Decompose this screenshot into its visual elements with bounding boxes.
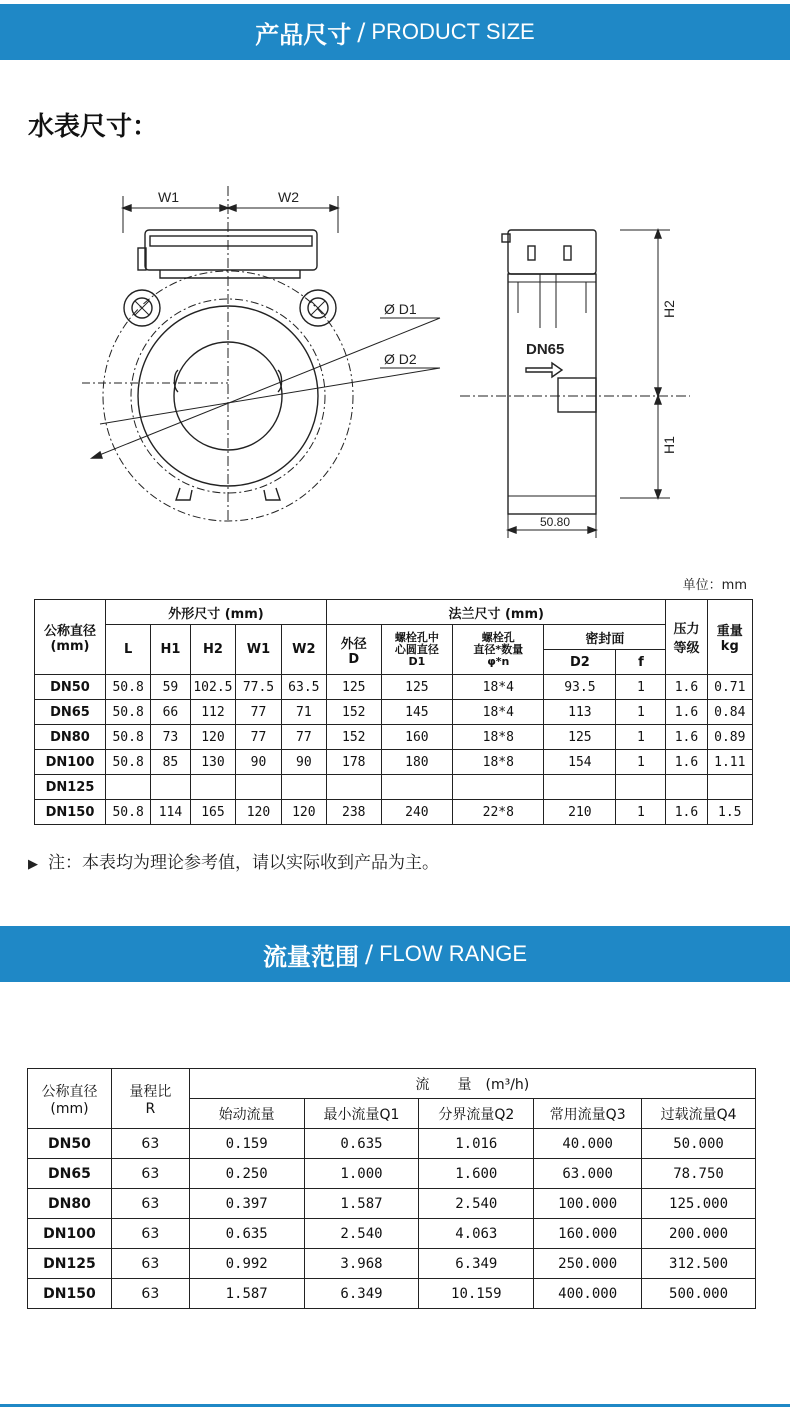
table-cell: 63 (111, 1279, 189, 1309)
table-cell: 102.5 (190, 675, 236, 700)
water-meter-drawing (0, 178, 790, 548)
flow-header-nominal-diameter: 公称直径 (mm) (28, 1069, 112, 1129)
table-cell: 0.89 (707, 725, 752, 750)
table-cell: 312.500 (642, 1249, 756, 1279)
table-cell: 1 (616, 700, 666, 725)
table-cell: 0.635 (304, 1129, 419, 1159)
table-cell: 1.587 (304, 1189, 419, 1219)
dim-w1-label: W1 (158, 189, 179, 205)
row-label-cell: DN150 (28, 1279, 112, 1309)
table-cell: 152 (327, 700, 382, 725)
flow-header-flow: 流 量 (m³/h) (189, 1069, 755, 1099)
row-label-cell: DN125 (28, 1249, 112, 1279)
table-cell: 63 (111, 1129, 189, 1159)
table-cell: 77 (236, 725, 281, 750)
table-cell: 113 (544, 700, 616, 725)
table-cell (707, 775, 752, 800)
table-cell: 66 (151, 700, 190, 725)
table-cell (281, 775, 326, 800)
table-cell: 240 (381, 800, 453, 825)
table-cell: 18*8 (453, 725, 544, 750)
table-cell (453, 775, 544, 800)
dim-d1-label: Ø D1 (384, 301, 417, 317)
table-row (35, 725, 753, 750)
table-cell: 1 (616, 725, 666, 750)
table-cell: 50.8 (105, 725, 150, 750)
table-cell: 77.5 (236, 675, 281, 700)
row-label-cell: DN150 (35, 800, 106, 825)
table-cell: 22*8 (453, 800, 544, 825)
row-label-cell: DN100 (35, 750, 106, 775)
bottom-rule (0, 1404, 790, 1407)
table-cell: 90 (236, 750, 281, 775)
table-cell: 1.600 (419, 1159, 534, 1189)
table-row (28, 1219, 756, 1249)
header-seal-face: 密封面 (544, 625, 666, 650)
table-cell: 152 (327, 725, 382, 750)
header-outer-diameter: 外径 D (327, 625, 382, 675)
table-cell: 0.159 (189, 1129, 304, 1159)
header-H1: H1 (151, 625, 190, 675)
table-cell: 210 (544, 800, 616, 825)
note-arrow-icon: ▶ (28, 857, 38, 872)
flow-header-range-ratio: 量程比 R (111, 1069, 189, 1129)
row-label-cell: DN50 (28, 1129, 112, 1159)
table-row (28, 1249, 756, 1279)
table-cell: 78.750 (642, 1159, 756, 1189)
table-cell: 100.000 (534, 1189, 642, 1219)
section-title: 水表尺寸： (28, 112, 159, 142)
banner-title-cn: 流量范围 (263, 942, 359, 971)
table-cell: 6.349 (419, 1249, 534, 1279)
flow-table (27, 1068, 756, 1309)
table-cell: 400.000 (534, 1279, 642, 1309)
row-label-cell: DN80 (28, 1189, 112, 1219)
dimension-table (34, 599, 753, 825)
header-pressure: 压力 等级 (666, 600, 707, 675)
flow-header-q4: 过载流量Q4 (642, 1099, 756, 1129)
table-cell: 71 (281, 700, 326, 725)
table-cell: 50.000 (642, 1129, 756, 1159)
table-cell: 1.6 (666, 675, 707, 700)
table-cell: 1 (616, 800, 666, 825)
table-cell (190, 775, 236, 800)
banner-separator: / (365, 940, 374, 968)
header-D2: D2 (544, 650, 616, 675)
table-cell: 10.159 (419, 1279, 534, 1309)
table-cell: 130 (190, 750, 236, 775)
table-cell: 125 (327, 675, 382, 700)
table-cell: 18*8 (453, 750, 544, 775)
table-cell: 50.8 (105, 800, 150, 825)
table-row (35, 750, 753, 775)
table-cell: 85 (151, 750, 190, 775)
table-cell: 120 (281, 800, 326, 825)
flow-header-q2: 分界流量Q2 (419, 1099, 534, 1129)
row-label-cell: DN50 (35, 675, 106, 700)
table-cell (381, 775, 453, 800)
table-cell: 0.992 (189, 1249, 304, 1279)
table-cell: 1.6 (666, 725, 707, 750)
table-cell (105, 775, 150, 800)
table-cell: 165 (190, 800, 236, 825)
table-cell (666, 775, 707, 800)
table-cell: 114 (151, 800, 190, 825)
table-cell: 120 (190, 725, 236, 750)
dim-d2-label: Ø D2 (384, 351, 417, 367)
table-cell: 50.8 (105, 700, 150, 725)
table-cell: 18*4 (453, 700, 544, 725)
row-label-cell: DN65 (28, 1159, 112, 1189)
dim-h2-label: H2 (661, 300, 677, 318)
table-cell: 2.540 (304, 1219, 419, 1249)
table-cell: 1.016 (419, 1129, 534, 1159)
dn-marking: DN65 (526, 341, 565, 358)
table-cell: 0.84 (707, 700, 752, 725)
table-cell: 63 (111, 1189, 189, 1219)
table-cell: 63 (111, 1159, 189, 1189)
table-cell: 500.000 (642, 1279, 756, 1309)
table-cell: 73 (151, 725, 190, 750)
table-cell: 125 (544, 725, 616, 750)
header-outer-size: 外形尺寸 (mm) (105, 600, 326, 625)
banner-title-cn: 产品尺寸 (255, 20, 352, 49)
table-cell: 63.5 (281, 675, 326, 700)
table-cell: 125 (381, 675, 453, 700)
header-bolt-circle: 螺栓孔中 心圆直径 D1 (381, 625, 453, 675)
banner-separator: / (357, 18, 366, 46)
header-bolt-hole: 螺栓孔 直径*数量 φ*n (453, 625, 544, 675)
table-cell: 200.000 (642, 1219, 756, 1249)
table-cell: 1.000 (304, 1159, 419, 1189)
table-row (28, 1129, 756, 1159)
table-cell: 1.5 (707, 800, 752, 825)
unit-note: 单位：mm (682, 578, 747, 593)
dim-w2-label: W2 (278, 189, 299, 205)
table-cell (236, 775, 281, 800)
table-cell (616, 775, 666, 800)
header-nominal-diameter: 公称直径 (mm) (35, 600, 106, 675)
table-cell (544, 775, 616, 800)
table-cell: 1.6 (666, 700, 707, 725)
banner-title-en: FLOW RANGE (379, 941, 527, 966)
row-label-cell: DN80 (35, 725, 106, 750)
table-cell: 90 (281, 750, 326, 775)
table-row (28, 1279, 756, 1309)
table-cell: 63 (111, 1219, 189, 1249)
dimension-table-body (35, 675, 753, 825)
table-cell: 112 (190, 700, 236, 725)
table-cell: 0.397 (189, 1189, 304, 1219)
table-cell: 160 (381, 725, 453, 750)
table-cell: 77 (281, 725, 326, 750)
header-f: f (616, 650, 666, 675)
table-cell: 1.587 (189, 1279, 304, 1309)
table-cell: 18*4 (453, 675, 544, 700)
table-row (35, 775, 753, 800)
table-cell: 180 (381, 750, 453, 775)
table-cell: 120 (236, 800, 281, 825)
table-cell: 4.063 (419, 1219, 534, 1249)
flow-header-q3: 常用流量Q3 (534, 1099, 642, 1129)
table-cell: 3.968 (304, 1249, 419, 1279)
table-cell: 238 (327, 800, 382, 825)
table-cell: 59 (151, 675, 190, 700)
table-cell: 178 (327, 750, 382, 775)
header-flange-size: 法兰尺寸 (mm) (327, 600, 666, 625)
table-row (28, 1159, 756, 1189)
flow-table-body (28, 1129, 756, 1309)
table-note (28, 848, 439, 873)
header-H2: H2 (190, 625, 236, 675)
header-W1: W1 (236, 625, 281, 675)
flow-range-banner (0, 926, 790, 982)
table-row (35, 700, 753, 725)
row-label-cell: DN65 (35, 700, 106, 725)
flow-header-start: 始动流量 (189, 1099, 304, 1129)
table-cell: 1.11 (707, 750, 752, 775)
dim-length-label: 50.80 (540, 515, 571, 529)
table-cell: 77 (236, 700, 281, 725)
table-cell: 1.6 (666, 800, 707, 825)
row-label-cell: DN125 (35, 775, 106, 800)
table-cell: 50.8 (105, 675, 150, 700)
table-cell (151, 775, 190, 800)
dim-h1-label: H1 (661, 436, 677, 454)
table-cell: 1 (616, 750, 666, 775)
table-cell: 63.000 (534, 1159, 642, 1189)
table-row (35, 675, 753, 700)
table-cell: 160.000 (534, 1219, 642, 1249)
header-W2: W2 (281, 625, 326, 675)
note-text: 注：本表均为理论参考值，请以实际收到产品为主。 (48, 853, 439, 873)
flow-header-q1: 最小流量Q1 (304, 1099, 419, 1129)
table-cell: 125.000 (642, 1189, 756, 1219)
table-cell: 6.349 (304, 1279, 419, 1309)
table-cell: 145 (381, 700, 453, 725)
table-cell: 154 (544, 750, 616, 775)
table-cell: 1.6 (666, 750, 707, 775)
table-cell: 63 (111, 1249, 189, 1279)
table-cell: 0.250 (189, 1159, 304, 1189)
table-cell: 2.540 (419, 1189, 534, 1219)
table-cell: 40.000 (534, 1129, 642, 1159)
header-weight: 重量 kg (707, 600, 752, 675)
table-cell: 50.8 (105, 750, 150, 775)
product-size-banner (0, 4, 790, 60)
table-cell: 0.71 (707, 675, 752, 700)
row-label-cell: DN100 (28, 1219, 112, 1249)
table-row (28, 1189, 756, 1219)
table-cell: 1 (616, 675, 666, 700)
table-cell: 250.000 (534, 1249, 642, 1279)
table-cell: 0.635 (189, 1219, 304, 1249)
table-cell: 93.5 (544, 675, 616, 700)
banner-title-en: PRODUCT SIZE (371, 19, 535, 44)
table-row (35, 800, 753, 825)
table-cell (327, 775, 382, 800)
header-L: L (105, 625, 150, 675)
